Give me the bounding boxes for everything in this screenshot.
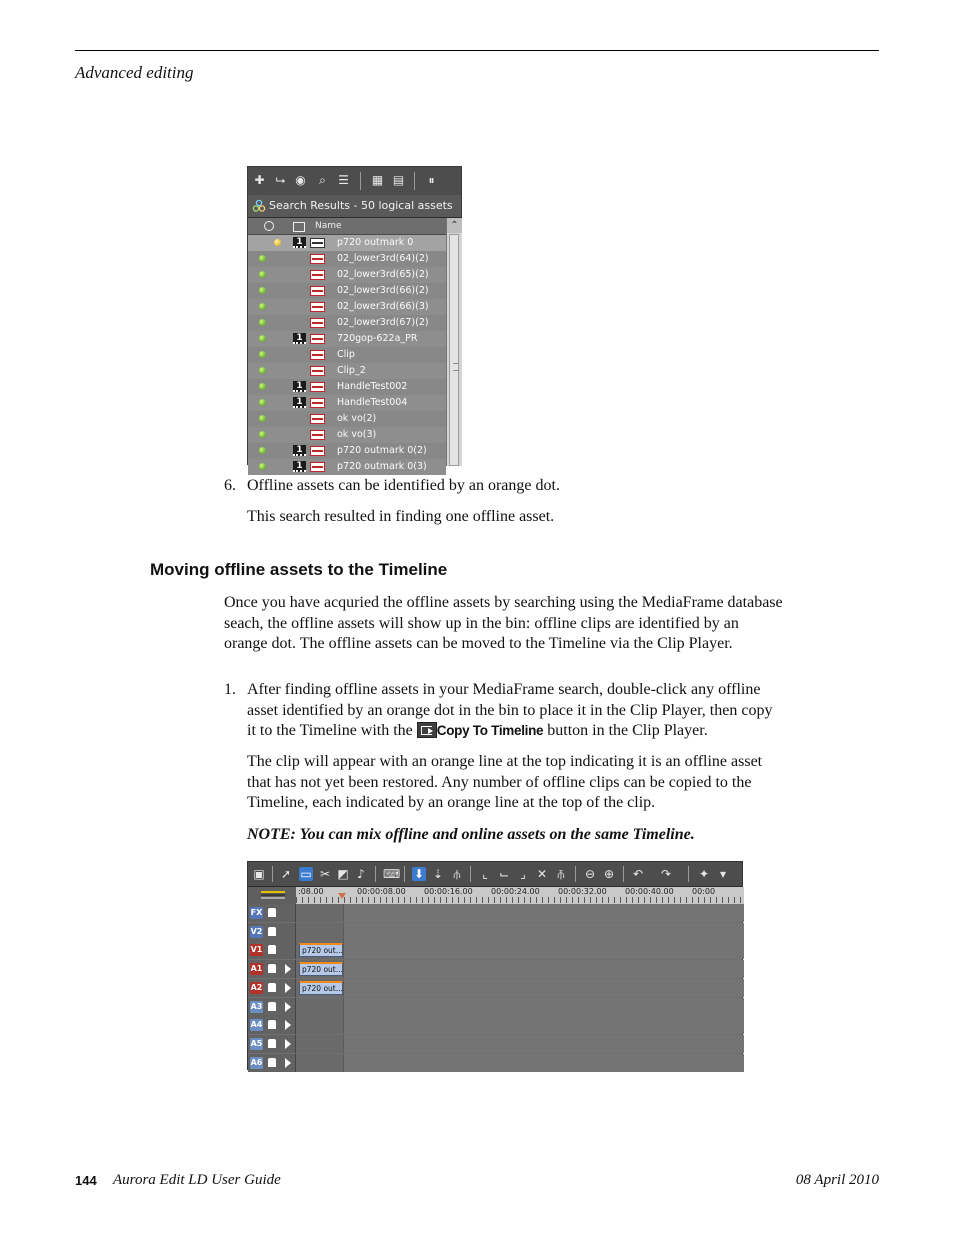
clip-icon bbox=[310, 366, 325, 376]
asset-name: p720 outmark 0(3) bbox=[337, 461, 427, 472]
expand-arrow-icon[interactable] bbox=[285, 1039, 291, 1049]
toolbar-separator bbox=[375, 866, 376, 882]
sequence-badge-icon: 1 bbox=[293, 445, 306, 456]
clip-icon bbox=[310, 414, 325, 424]
list-item[interactable] bbox=[248, 235, 446, 251]
track-lane[interactable] bbox=[296, 960, 744, 978]
track-label[interactable]: A2 bbox=[250, 982, 263, 992]
insert-icon[interactable]: ⇣ bbox=[432, 867, 444, 881]
clip-icon bbox=[310, 302, 325, 312]
asset-name: HandleTest004 bbox=[337, 397, 408, 408]
bin-icon[interactable]: ▦ bbox=[371, 173, 384, 187]
sequence-badge-icon: 1 bbox=[293, 381, 306, 392]
track-header bbox=[248, 904, 296, 922]
asset-name: 02_lower3rd(66)(3) bbox=[337, 301, 429, 312]
name-column-header[interactable]: Name bbox=[315, 221, 342, 231]
online-dot-icon bbox=[259, 303, 266, 310]
ruler-tick-label: 00:00:24.00 bbox=[491, 887, 540, 896]
ruler-tick-label: 00:00 bbox=[692, 887, 716, 896]
track-header-corner bbox=[248, 887, 296, 905]
track-a6 bbox=[248, 1054, 744, 1072]
asset-name: p720 outmark 0 bbox=[337, 237, 414, 248]
track-a5 bbox=[248, 1035, 744, 1053]
online-dot-icon bbox=[259, 319, 266, 326]
expand-arrow-icon[interactable] bbox=[285, 1002, 291, 1012]
step-6-text: Offline assets can be identified by an orange dot. bbox=[247, 477, 560, 494]
offline-clip[interactable]: p720 out... bbox=[299, 981, 343, 995]
status-column-icon[interactable] bbox=[264, 221, 274, 231]
list-item[interactable] bbox=[248, 379, 446, 395]
copy-to-timeline-icon bbox=[417, 722, 437, 738]
asset-name: 02_lower3rd(64)(2) bbox=[337, 253, 429, 264]
track-header bbox=[248, 923, 296, 941]
track-label[interactable]: A4 bbox=[250, 1020, 263, 1030]
step-1-line: asset identified by an orange dot in the bin to place it in the Clip Player, then copy bbox=[247, 701, 773, 719]
ruler-tick-label: 00:00:40.00 bbox=[625, 887, 674, 896]
search-results-icon bbox=[253, 200, 265, 212]
asset-name: HandleTest002 bbox=[337, 381, 408, 392]
bin-toolbar bbox=[248, 167, 461, 196]
step-1-para-line: that has not yet been restored. Any number of offline clips can be copied to the bbox=[247, 773, 752, 791]
track-lane[interactable] bbox=[296, 1054, 744, 1072]
step-1-text bbox=[247, 680, 772, 742]
online-dot-icon bbox=[259, 367, 266, 374]
asset-name: p720 outmark 0(2) bbox=[337, 445, 427, 456]
track-label[interactable]: V1 bbox=[250, 945, 263, 955]
offline-clip[interactable]: p720 out... bbox=[299, 962, 343, 976]
track-header bbox=[248, 1054, 296, 1072]
list-item[interactable] bbox=[248, 411, 446, 427]
intro-line: orange dot. The offline assets can be moved to the Timeline via the Clip Player. bbox=[224, 635, 733, 652]
trim-icon[interactable]: ⌟ bbox=[520, 867, 526, 881]
clip-icon bbox=[310, 462, 325, 472]
zoom-in-icon[interactable]: ⊕ bbox=[603, 867, 615, 881]
ruler-tick-label: 00:00:32.00 bbox=[558, 887, 607, 896]
copy-to-timeline-label: Copy To Timeline bbox=[436, 723, 544, 738]
online-dot-icon bbox=[259, 271, 266, 278]
lock-icon[interactable] bbox=[268, 1002, 276, 1011]
step-6-note: This search resulted in finding one offline asset. bbox=[247, 508, 555, 525]
intro-line: seach, the offline assets will show up in the bin: offline clips are identified by an bbox=[224, 614, 739, 632]
track-lead-area bbox=[296, 1054, 344, 1072]
bin-scrollbar[interactable] bbox=[446, 218, 462, 466]
online-dot-icon bbox=[259, 447, 266, 454]
track-label[interactable]: A3 bbox=[250, 1001, 263, 1011]
track-v1 bbox=[248, 941, 744, 959]
list-item[interactable] bbox=[248, 395, 446, 411]
toolbar-separator bbox=[360, 172, 361, 190]
save-icon[interactable]: ▣ bbox=[253, 867, 265, 881]
asset-name: 720gop-622a_PR bbox=[337, 333, 418, 344]
lock-icon[interactable] bbox=[268, 945, 276, 954]
track-a4 bbox=[248, 1016, 744, 1034]
list-item[interactable] bbox=[248, 427, 446, 443]
bin-title-bar bbox=[248, 195, 461, 218]
header-rule bbox=[75, 50, 879, 51]
step-1-para-line: Timeline, each indicated by an orange line at the top of the clip. bbox=[247, 794, 656, 811]
track-a3 bbox=[248, 998, 744, 1016]
sequence-badge-icon: 1 bbox=[293, 461, 306, 472]
note: NOTE: You can mix offline and online assets on the same Timeline. bbox=[247, 826, 695, 843]
list-item[interactable] bbox=[248, 363, 446, 379]
step-6-number: 6. bbox=[224, 477, 236, 494]
expand-arrow-icon[interactable] bbox=[285, 1058, 291, 1068]
online-dot-icon bbox=[259, 255, 266, 262]
guide-title: Aurora Edit LD User Guide bbox=[113, 1172, 281, 1188]
zoom-out-icon[interactable]: ⊖ bbox=[584, 867, 596, 881]
toolbar-separator bbox=[404, 866, 405, 882]
timeline bbox=[247, 861, 743, 1070]
track-a1 bbox=[248, 960, 744, 978]
intro-paragraph bbox=[224, 593, 783, 655]
track-label[interactable]: A1 bbox=[250, 964, 263, 974]
clip-icon bbox=[310, 398, 325, 408]
clip-icon bbox=[310, 350, 325, 360]
ruler-tick-label: 00:00:08.00 bbox=[357, 887, 406, 896]
track-fx bbox=[248, 904, 744, 922]
delete-icon[interactable]: ✕ bbox=[536, 867, 548, 881]
keyboard-icon[interactable]: ⌨ bbox=[383, 867, 401, 881]
step-1-line: After finding offline assets in your MediaFrame search, double-click any offline bbox=[247, 681, 761, 698]
redo-icon[interactable]: ↷ bbox=[660, 867, 672, 881]
clip-icon bbox=[310, 446, 325, 456]
list-item[interactable] bbox=[248, 299, 446, 315]
asset-name: ok vo(3) bbox=[337, 429, 377, 440]
contrast-icon[interactable]: ◩ bbox=[337, 867, 349, 881]
step-1-line3-start: it to the Timeline with the bbox=[247, 722, 413, 739]
asset-name: 02_lower3rd(66)(2) bbox=[337, 285, 429, 296]
track-lane[interactable] bbox=[296, 923, 744, 941]
audio-icon[interactable]: ♪ bbox=[357, 867, 365, 881]
ruler-tick-label: 00:00:16.00 bbox=[424, 887, 473, 896]
find-icon[interactable]: ⌕ bbox=[319, 173, 326, 187]
track-v2 bbox=[248, 923, 744, 941]
clip-icon bbox=[310, 382, 325, 392]
clip-icon bbox=[310, 254, 325, 264]
sequence-badge-icon: 1 bbox=[293, 333, 306, 344]
online-dot-icon bbox=[259, 415, 266, 422]
track-label[interactable]: FX bbox=[250, 908, 263, 917]
clip-icon bbox=[310, 430, 325, 440]
lock-icon[interactable] bbox=[268, 927, 276, 936]
extract-icon[interactable]: ⌙ bbox=[498, 867, 510, 881]
running-header: Advanced editing bbox=[75, 63, 194, 82]
track-lead-area bbox=[296, 904, 344, 922]
timeline-ruler[interactable] bbox=[296, 887, 744, 905]
track-lane[interactable] bbox=[296, 998, 744, 1016]
section-heading: Moving offline assets to the Timeline bbox=[150, 560, 448, 579]
track-lead-area bbox=[296, 998, 344, 1016]
step-1-paragraph bbox=[247, 752, 762, 814]
ruler-tick-label: :08.00 bbox=[298, 887, 324, 896]
offline-dot-icon bbox=[274, 239, 281, 246]
effects-icon[interactable]: ✦ bbox=[698, 867, 710, 881]
asset-name: 02_lower3rd(65)(2) bbox=[337, 269, 429, 280]
grip-icon bbox=[453, 363, 459, 371]
expand-arrow-icon[interactable] bbox=[285, 964, 291, 974]
track-label[interactable]: V2 bbox=[250, 926, 263, 936]
publish-date: 08 April 2010 bbox=[795, 1172, 879, 1188]
track-bars-icon bbox=[261, 891, 285, 893]
online-dot-icon bbox=[259, 351, 266, 358]
online-dot-icon bbox=[259, 431, 266, 438]
online-dot-icon bbox=[259, 287, 266, 294]
type-column-icon[interactable] bbox=[293, 222, 305, 232]
offline-clip[interactable]: p720 out... bbox=[299, 943, 343, 957]
timeline-toolbar bbox=[248, 862, 742, 887]
expand-arrow-icon[interactable] bbox=[285, 983, 291, 993]
list-item[interactable] bbox=[248, 283, 446, 299]
page-number: 144 bbox=[75, 1173, 97, 1188]
lock-icon[interactable] bbox=[268, 964, 276, 973]
eye-icon[interactable]: ◉ bbox=[295, 173, 306, 187]
track-header bbox=[248, 1016, 296, 1034]
intro-line: Once you have acquried the offline assets by searching using the MediaFrame database bbox=[224, 594, 783, 611]
step-1-number: 1. bbox=[224, 681, 236, 698]
lock-icon[interactable] bbox=[268, 1058, 276, 1067]
list-item[interactable] bbox=[248, 347, 446, 363]
plus-icon[interactable]: ✚ bbox=[254, 173, 265, 187]
pause-icon[interactable]: ⏸ bbox=[428, 173, 435, 187]
toolbar-separator bbox=[688, 866, 689, 882]
undo-icon[interactable]: ↶ bbox=[632, 867, 644, 881]
list-icon[interactable]: ☰ bbox=[338, 173, 349, 187]
clip-icon bbox=[310, 238, 325, 248]
list-item[interactable] bbox=[248, 251, 446, 267]
track-label[interactable]: A6 bbox=[250, 1057, 263, 1067]
pointer-icon[interactable]: ➚ bbox=[280, 867, 292, 881]
search-results-bin bbox=[247, 166, 462, 472]
asset-name: Clip bbox=[337, 349, 355, 360]
step-1-line bbox=[247, 721, 772, 742]
clip-icon bbox=[310, 334, 325, 344]
track-header bbox=[248, 960, 296, 978]
asset-name: 02_lower3rd(67)(2) bbox=[337, 317, 429, 328]
clip-icon bbox=[310, 286, 325, 296]
asset-name: Clip_2 bbox=[337, 365, 366, 376]
sequence-badge-icon: 1 bbox=[293, 237, 306, 248]
scroll-thumb[interactable] bbox=[449, 234, 459, 466]
track-lane[interactable] bbox=[296, 1016, 744, 1034]
clip-icon bbox=[310, 318, 325, 328]
scroll-up-icon[interactable]: ⌃ bbox=[447, 218, 462, 233]
online-dot-icon bbox=[259, 463, 266, 470]
toolbar-separator bbox=[414, 172, 415, 190]
online-dot-icon bbox=[259, 335, 266, 342]
lock-icon[interactable] bbox=[268, 1020, 276, 1029]
bin-column-header[interactable] bbox=[248, 218, 446, 235]
folder-icon[interactable]: ▤ bbox=[392, 173, 405, 187]
track-a2 bbox=[248, 979, 744, 997]
list-item[interactable] bbox=[248, 267, 446, 283]
expand-arrow-icon[interactable] bbox=[285, 1020, 291, 1030]
track-header bbox=[248, 979, 296, 997]
select-icon[interactable]: ▭ bbox=[300, 867, 312, 881]
overwrite-icon[interactable]: ⬇ bbox=[413, 867, 425, 881]
track-lead-area bbox=[296, 923, 344, 941]
bin-title: Search Results - 50 logical assets bbox=[269, 199, 453, 212]
asset-name: ok vo(2) bbox=[337, 413, 377, 424]
menu-icon[interactable]: ▾ bbox=[719, 867, 727, 881]
list-item[interactable] bbox=[248, 331, 446, 347]
list-item[interactable] bbox=[248, 443, 446, 459]
bin-list bbox=[248, 235, 446, 475]
clip-icon bbox=[310, 270, 325, 280]
track-header bbox=[248, 941, 296, 959]
list-item[interactable] bbox=[248, 315, 446, 331]
track-lane[interactable] bbox=[296, 941, 744, 959]
list-item[interactable] bbox=[248, 459, 446, 475]
track-header bbox=[248, 1035, 296, 1053]
step-1-para-line: The clip will appear with an orange line at the top indicating it is an offline asset bbox=[247, 753, 763, 770]
razor-icon[interactable]: ✂ bbox=[319, 867, 331, 881]
track-label[interactable]: A5 bbox=[250, 1038, 263, 1048]
step-1-line3-end: button in the Clip Player. bbox=[547, 722, 708, 739]
toolbar-separator bbox=[272, 866, 273, 882]
lock-icon[interactable] bbox=[268, 983, 276, 992]
track-lane[interactable] bbox=[296, 1035, 744, 1053]
playhead-icon[interactable] bbox=[338, 893, 346, 899]
track-lane[interactable] bbox=[296, 979, 744, 997]
lock-icon[interactable] bbox=[268, 1039, 276, 1048]
online-dot-icon bbox=[259, 399, 266, 406]
sequence-badge-icon: 1 bbox=[293, 397, 306, 408]
toolbar-separator bbox=[575, 866, 576, 882]
lift-icon[interactable]: ⌞ bbox=[482, 867, 488, 881]
track-lead-area bbox=[296, 1016, 344, 1034]
import-icon[interactable]: ⮡ bbox=[275, 173, 286, 187]
track-lane[interactable] bbox=[296, 904, 744, 922]
lock-icon[interactable] bbox=[268, 908, 276, 917]
join-icon[interactable]: ⫚ bbox=[557, 867, 565, 881]
toolbar-separator bbox=[623, 866, 624, 882]
split-icon[interactable]: ⫛ bbox=[453, 867, 461, 881]
track-lead-area bbox=[296, 1035, 344, 1053]
toolbar-separator bbox=[470, 866, 471, 882]
ruler-minor-ticks bbox=[296, 897, 744, 903]
online-dot-icon bbox=[259, 383, 266, 390]
track-header bbox=[248, 998, 296, 1016]
